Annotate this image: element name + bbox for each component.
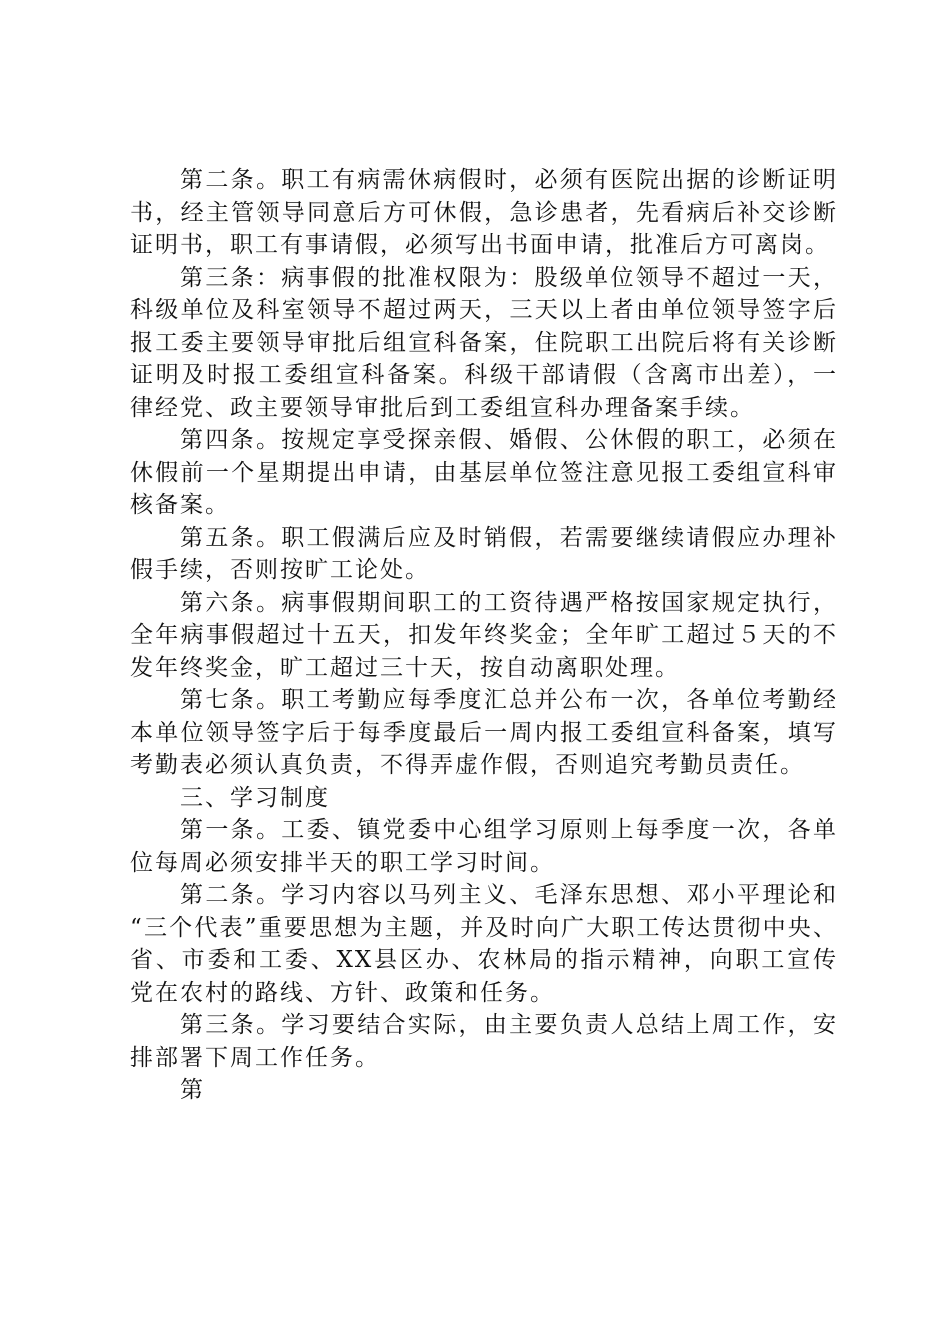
paragraph-article-4-family-leave: 第四条。按规定享受探亲假、婚假、公休假的职工，必须在休假前一个星期提出申请，由基层单位签注意见报工委组宣科审核备案。 — [130, 427, 838, 518]
paragraph-truncated: 第 — [180, 1077, 205, 1103]
paragraph-article-2-sick-leave: 第二条。职工有病需休病假时，必须有医院出据的诊断证明书，经主管领导同意后方可休假，急诊患者，先看病后补交诊断证明书，职工有事请假，必须写出书面申请，批准后方可离岗。 — [130, 167, 838, 258]
paragraph-article-3-approval-authority: 第三条：病事假的批准权限为：股级单位领导不超过一天，科级单位及科室领导不超过两天，三天以上者由单位领导签字后报工委主要领导审批后组宣科备案，住院职工出院后将有关诊断证明及时报工委组宣科备案。科级干部请假（含离市出差），一律经党、政主要领导审批后到工委组宣科办理备案手续。 — [130, 264, 838, 421]
paragraph-article-7-attendance: 第七条。职工考勤应每季度汇总并公布一次，各单位考勤经本单位领导签字后于每季度最后一周内报工委组宣科备案，填写考勤表必须认真负责，不得弄虚作假，否则追究考勤员责任。 — [130, 687, 838, 778]
paragraph-article-5-return-from-leave: 第五条。职工假满后应及时销假，若需要继续请假应办理补假手续，否则按旷工论处。 — [130, 524, 838, 583]
paragraph-study-article-2: 第二条。学习内容以马列主义、毛泽东思想、邓小平理论和“三个代表”重要思想为主题，并及时向广大职工传达贯彻中央、省、市委和工委、XX县区办、农林局的指示精神，向职工宣传党在农村的路线、方针、政策和任务。 — [130, 882, 838, 1006]
paragraph-study-article-1: 第一条。工委、镇党委中心组学习原则上每季度一次，各单位每周必须安排半天的职工学习时间。 — [130, 817, 838, 876]
document-body — [130, 164, 838, 1107]
paragraph-article-6-wages: 第六条。病事假期间职工的工资待遇严格按国家规定执行，全年病事假超过十五天，扣发年终奖金；全年旷工超过５天的不发年终奖金，旷工超过三十天，按自动离职处理。 — [130, 589, 838, 681]
section-heading-study-system: 三、学习制度 — [180, 784, 330, 811]
paragraph-study-article-3: 第三条。学习要结合实际，由主要负责人总结上周工作，安排部署下周工作任务。 — [130, 1012, 838, 1071]
